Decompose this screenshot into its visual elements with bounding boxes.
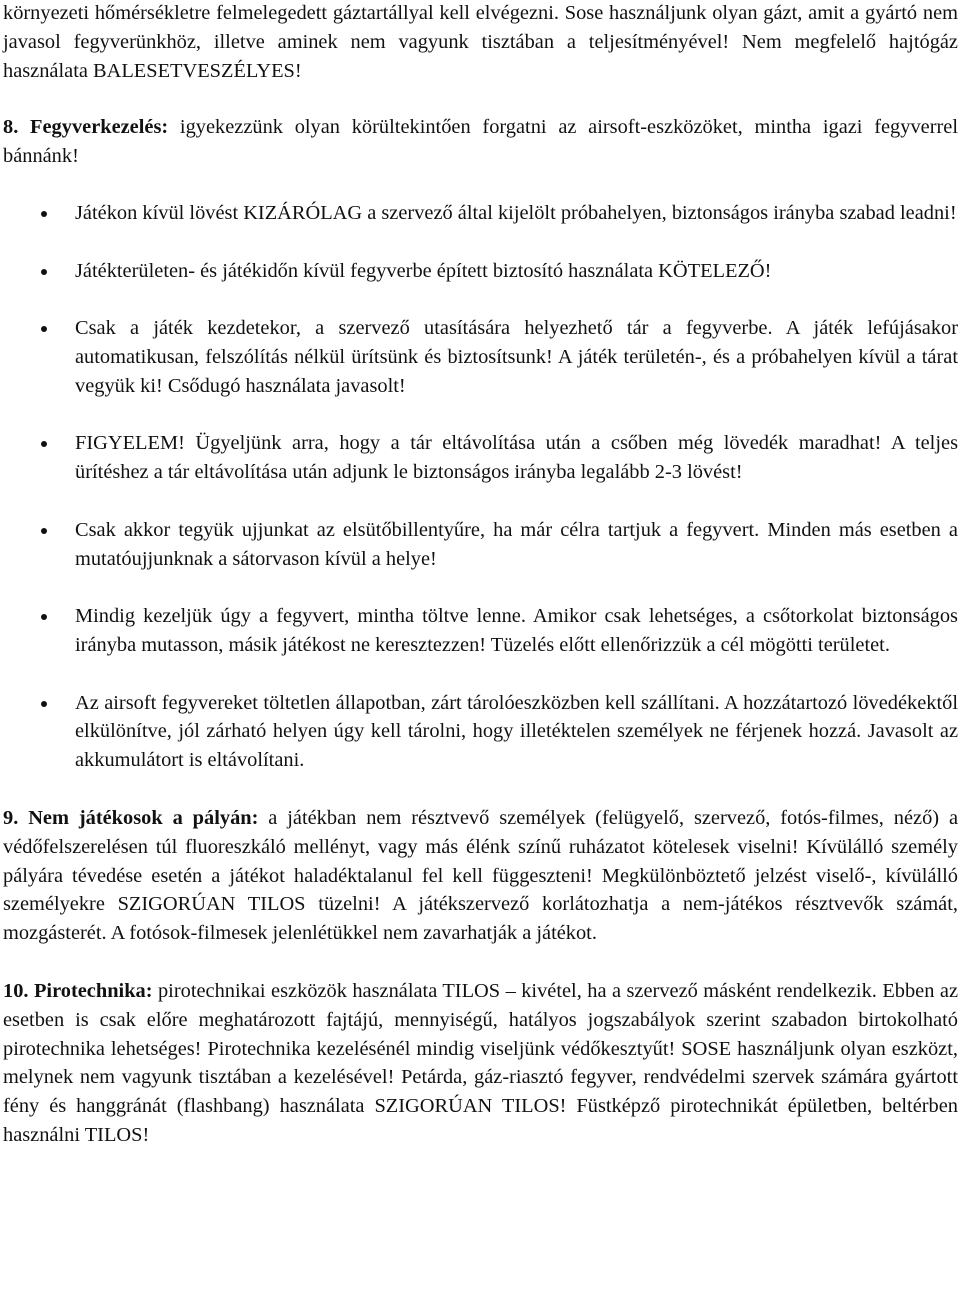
bullet-icon — [41, 701, 47, 707]
bullet-icon — [41, 326, 47, 332]
bullet-item — [3, 199, 958, 228]
section-10-text: pirotechnikai eszközök használata TILOS – kivétel, ha a szervező másként rendelkezik. Ebben az esetben is csak előre meghatározott fajtájú, mennyiségű, hatályos jogszabályok szerint szabadon birtokolható pirotechnika lehetséges! Pirotechnika kezelésénél mindig viseljünk védőkesztyűt! SOSE használjunk olyan eszközt, melynek nem vagyunk tisztában a kezelésével! Petárda, gáz-riasztó fegyver, rendvédelmi szervek számára gyártott fény és hanggránát (flashbang) használata SZIGORÚAN TILOS! Füstképző pirotechnikát épületben, beltérben használni TILOS! — [3, 979, 958, 1146]
bullet-icon — [41, 528, 47, 534]
bullet-item — [3, 516, 958, 574]
section-8-number: 8. — [3, 116, 19, 139]
bullet-item — [3, 689, 958, 775]
spacer — [3, 85, 958, 113]
section-8-heading: Fegyverkezelés: — [30, 116, 169, 139]
spacer — [3, 775, 958, 804]
bullet-icon — [41, 211, 47, 217]
bullet-item — [3, 602, 958, 660]
spacer — [3, 171, 958, 199]
section-9-paragraph — [3, 804, 958, 948]
bullet-text: Mindig kezeljük úgy a fegyvert, mintha töltve lenne. Amikor csak lehetséges, a csőtorkolat biztonságos irányba mutasson, másik játékost ne keresztezzen! Tüzelés előtt ellenőrizzük a cél mögötti területet. — [75, 605, 958, 656]
section-10-paragraph — [3, 977, 958, 1150]
bullet-icon — [41, 269, 47, 275]
bullet-item — [3, 314, 958, 400]
bullet-text: Az airsoft fegyvereket töltetlen állapotban, zárt tárolóeszközben kell szállítani. A hozzátartozó lövedékektől elkülönítve, jól zárható helyen úgy kell tárolni, hogy illetéktelen személyek ne férjenek hozzá. Javasolt az akkumulátort is eltávolítani. — [75, 691, 958, 772]
section-8-text: igyekezzünk olyan körültekintően forgatni az airsoft-eszközöket, mintha igazi fegyverrel bánnánk! — [3, 116, 958, 168]
bullet-text: Csak akkor tegyük ujjunkat az elsütőbillentyűre, ha már célra tartjuk a fegyvert. Minden más esetben a mutatóujjunknak a sátorvason kívül a helye! — [75, 518, 958, 570]
bullet-text: Játékterületen- és játékidőn kívül fegyverbe épített biztosító használata KÖTELEZŐ! — [75, 259, 772, 282]
bullet-item — [3, 257, 958, 286]
bullet-text: Csak a játék kezdetekor, a szervező utasítására helyezhető tár a fegyverbe. A játék lefújásakor automatikusan, felszólítás nélkül ürítsünk és biztosítsunk! A játék területén-, és a próbahelyen kívül a tárat vegyük ki! Csődugó használata javasolt! — [75, 317, 958, 397]
bullet-icon — [41, 441, 47, 447]
spacer — [3, 948, 958, 977]
bullet-icon — [41, 614, 47, 620]
section-9-text: a játékban nem résztvevő személyek (felügyelő, szervező, fotós-filmes, néző) a védőfelszerelésen túl fluoreszkáló mellényt, vagy más élénk színű ruházatot kötelesek viselni! Kívülálló személy pályára tévedése esetén a játékot haladéktalanul fel kell függeszteni! Megkülönböztető jelzést viselő-, kívülálló személyekre SZIGORÚAN TILOS tüzelni! A játékszervező korlátozhatja a nem-játékos résztvevők számát, mozgásterét. A fotósok-filmesek jelenlétükkel nem zavarhatják a játékot. — [3, 806, 959, 945]
bullet-text: FIGYELEM! Ügyeljünk arra, hogy a tár eltávolítása után a csőben még lövedék maradhat! A teljes ürítéshez a tár eltávolítása után adjunk le biztonságos irányba legalább 2-3 lövést! — [75, 432, 958, 484]
intro-paragraph: környezeti hőmérsékletre felmelegedett gáztartállyal kell elvégezni. Sose használjunk olyan gázt, amit a gyártó nem javasol fegyverünkhöz, illetve aminek nem vagyunk tisztában a teljesítményével! Nem megfelelő hajtógáz használata BALESETVESZÉLYES! — [3, 2, 958, 82]
section-9-number: 9. — [3, 806, 19, 829]
section-10-heading: Pirotechnika: — [33, 979, 153, 1002]
bullet-text: Játékon kívül lövést KIZÁRÓLAG a szervező által kijelölt próbahelyen, biztonságos irányba szabad leadni! — [75, 201, 957, 224]
section-10-number: 10. — [3, 979, 29, 1002]
section-8-bullet-list — [3, 199, 958, 775]
section-9-heading: Nem játékosok a pályán: — [28, 806, 259, 829]
bullet-item — [3, 429, 958, 487]
section-8-paragraph — [3, 113, 958, 171]
